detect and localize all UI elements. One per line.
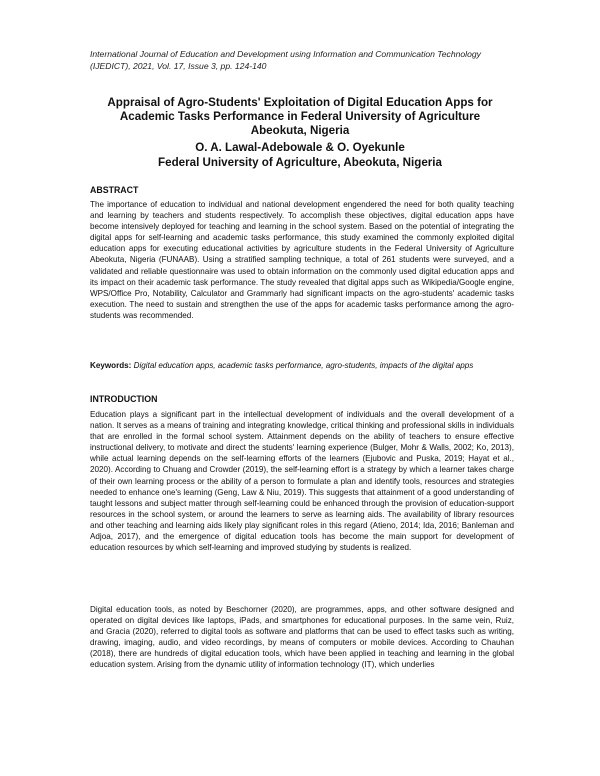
- journal-line-2: (IJEDICT), 2021, Vol. 17, Issue 3, pp. 124-140: [90, 61, 267, 71]
- journal-line-1: International Journal of Education and Development using Information and Communication Technology: [90, 49, 481, 59]
- author-affiliation: Federal University of Agriculture, Abeokuta, Nigeria: [158, 156, 442, 169]
- introduction-paragraph-2: Digital education tools, as noted by Beschorner (2020), are programmes, apps, and other software designed and operated on digital devices like laptops, iPads, and smartphones for educational purposes. In the same vein, Ruiz, and Gracia (2020), referred to digital tools as software and platforms that can be used to effect tasks such as writing, drawing, imaging, audio, and video recordings, by means of computers or mobile devices. According to Chauhan (2018), there are hundreds of digital education tools, which have been applied in teaching and learning in the global education system. Arising from the dynamic utility of information technology (IT), which underlies: [90, 605, 514, 670]
- introduction-paragraph-1: Education plays a significant part in the intellectual development of individuals and the overall development of a nation. It serves as a means of training and integrating knowledge, critical thinking and professional skills in individuals that are enrolled in the formal school system. Attainment depends on the ability of teachers to ensure effective instructional delivery, to motivate and direct the students' learning experience (Bulger, Mohr & Walls, 2002; Ko, 2013), while actual learning depends on the self-learning efforts of the learners (Ejubovic and Puska, 2019; Hayat et al., 2020). According to Chuang and Crowder (2019), the self-learning effort is a strategy by which a learner takes charge of their own learning process or the ability of a person to formulate a plan and identify tools, resources and strategies needed to enhance one's learning (Geng, Law & Niu, 2019). This suggests that attainment of a good understanding of taught lessons and subject matter through self-learning could be enhanced through the provision of education-support resources in the school system, or around the learners to serve as learning aids. The availability of library resources and other teaching and learning aids likely play significant roles in this regard (Atieno, 2014; Ida, 2016; Banleman and Adjoa, 2017), and the emergence of digital education tools has become the main support for development of education resources by which self-learning and improved studying by students is realized.: [90, 410, 514, 553]
- title-line-2: Academic Tasks Performance in Federal University of Agriculture: [119, 110, 481, 123]
- abstract-text: The importance of education to individual and national development engendered the need for both quality teaching and learning by teachers and students respectively. To accomplish these objectives, digital education apps have become intensively deployed for teaching and learning in the school system. Based on the potential of integrating the digital apps for self-learning and academic tasks performance, this study examined the commonly exploited digital education apps for executing educational activities by agriculture students in the Federal University of Agriculture Abeokuta, Nigeria (FUNAAB). Using a stratified sampling technique, a total of 261 students were surveyed, and a validated and reliable questionnaire was used to obtain information on the commonly used digital education apps and its impact on their academic task performance. The study revealed that digital apps such as Wikipedia/Google engine, WPS/Office Pro, Notability, Calculator and Grammarly had significant impacts on the agro-students' academic tasks execution. The need to sustain and strengthen the use of the apps for academic tasks performance among the agro-students was recommended.: [90, 200, 514, 320]
- keywords-text: Digital education apps, academic tasks performance, agro-students, impacts of the digital apps: [133, 361, 474, 370]
- abstract-heading: ABSTRACT: [90, 185, 139, 195]
- author-block: [80, 140, 520, 170]
- title-line-3: Abeokuta, Nigeria: [250, 124, 350, 137]
- paper-title: [80, 96, 520, 138]
- title-line-1: Appraisal of Agro-Students' Exploitation of Digital Education Apps for: [107, 96, 493, 109]
- keywords-label: Keywords:: [90, 361, 132, 370]
- keywords: [90, 360, 514, 371]
- journal-header: [90, 48, 520, 72]
- author-names: O. A. Lawal-Adebowale & O. Oyekunle: [195, 141, 405, 154]
- introduction-heading: INTRODUCTION: [90, 394, 158, 404]
